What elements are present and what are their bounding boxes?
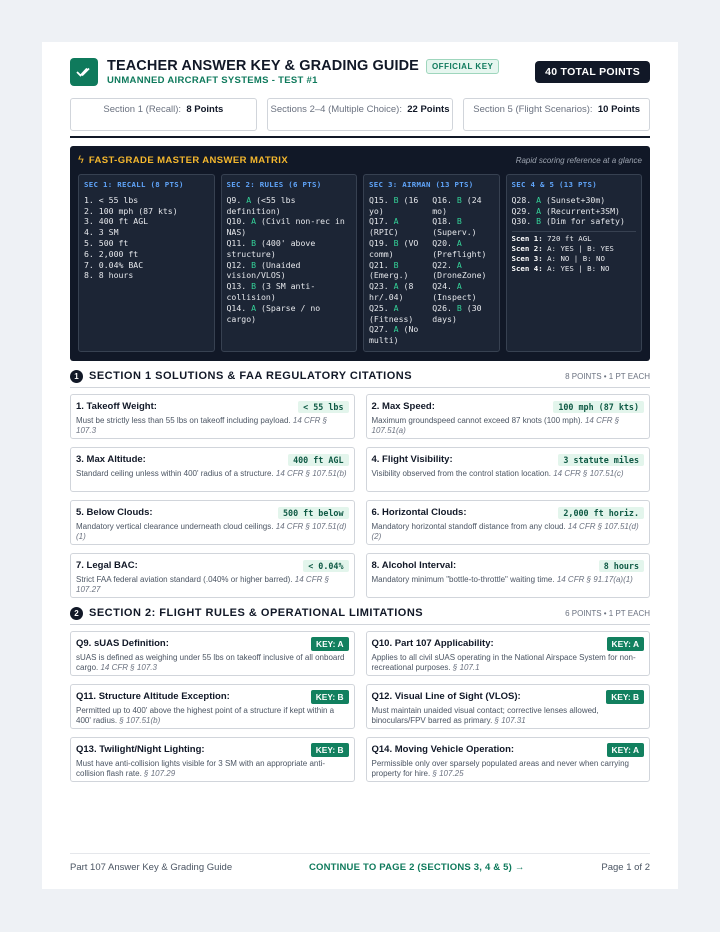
matrix-item: Q24. A (Inspect): [432, 281, 477, 302]
scenario-answer: Scen 1: 720 ft AGL: [511, 234, 592, 244]
answer-card: 8. Alcohol Interval: 8 hours Mandatory minimum "bottle-to-throttle" waiting time. 14 CFR § 91.17(a)(1): [366, 553, 651, 598]
official-key-badge: OFFICIAL KEY: [426, 59, 499, 74]
header: [70, 56, 650, 88]
check-logo-icon: [70, 58, 98, 86]
scenario-answer: Scen 4: A: YES | B: NO: [511, 264, 610, 274]
answer-card: 5. Below Clouds: 500 ft below Mandatory vertical clearance underneath cloud ceilings. 14 CFR § 107.51(d)(1): [70, 500, 355, 545]
matrix-item: 7. 0.04% BAC: [84, 259, 144, 270]
breakdown-section-5: Section 5 (Flight Scenarios): 10 Points: [463, 98, 650, 131]
matrix-item: Q13. B (3 SM anti-collision): [226, 281, 316, 302]
matrix-item: Q26. B (30 days): [432, 302, 487, 324]
answer-chip: 400 ft AGL: [288, 454, 348, 466]
matrix-item: Q28. A (Sunset+30m): [511, 194, 606, 205]
answer-chip: 500 ft below: [278, 507, 349, 519]
section-title: SECTION 1 SOLUTIONS & FAA REGULATORY CITATIONS: [89, 370, 413, 382]
section-1-header: [70, 369, 650, 383]
answer-chip: 2,000 ft horiz.: [558, 507, 644, 519]
header-divider: [70, 136, 650, 138]
answer-card: Q10. Part 107 Applicability: KEY: A Applies to all civil sUAS operating in the National Airspace System for non-recreational purposes. § 107.1: [366, 631, 651, 676]
matrix-item: 3. 400 ft AGL: [84, 216, 149, 227]
total-points-badge: 40 TOTAL POINTS: [535, 61, 650, 83]
key-badge: KEY: A: [607, 637, 644, 651]
section-points: 8 POINTS • 1 PT EACH: [565, 371, 650, 381]
matrix-column-sec3: SEC 3: AIRMAN (13 PTS) Q15. B (16 yo) Q17. A (RPIC) Q19. B (VO comm) Q21. B (Emerg.) Q23. A (8 hr/.04) Q25. A (Fitness) Q27. A (No multi) Q16. B (24 mo) Q18. B (Superv.) Q20. A (Preflight) Q22. A (DroneZone) Q24. A (Inspect) Q26. B (30 days): [363, 174, 500, 352]
breakdown-section-1: Section 1 (Recall): 8 Points: [70, 98, 257, 131]
section-2-header: [70, 606, 650, 620]
matrix-item: Q23. A (8 hr/.04): [369, 281, 419, 302]
matrix-item: 2. 100 mph (87 kts): [84, 205, 178, 216]
matrix-item: Q9. A (<55 lbs definition): [226, 194, 301, 216]
matrix-column-sec2: SEC 2: RULES (6 PTS) Q9. A (<55 lbs definition) Q10. A (Civil non-rec in NAS) Q11. B (400' above structure) Q12. B (Unaided vision/VLOS) Q13. B (3 SM anti-collision) Q14. A (Sparse / no cargo): [221, 174, 358, 352]
answer-card: Q12. Visual Line of Sight (VLOS): KEY: B Must maintain unaided visual contact; corrective lenses allowed, binoculars/FPV barred as primary. § 107.31: [366, 684, 651, 729]
section-number: 1: [70, 370, 83, 383]
breakdown-sections-2-4: Sections 2–4 (Multiple Choice): 22 Points: [267, 98, 454, 131]
matrix-item: Q30. B (Dim for safety): [511, 216, 625, 227]
matrix-item: 6. 2,000 ft: [84, 248, 139, 259]
matrix-item: Q18. B (Superv.): [432, 216, 477, 238]
matrix-item: Q15. B (16 yo): [369, 194, 424, 216]
section-1-grid: [70, 394, 650, 598]
answer-chip: < 0.04%: [303, 560, 348, 572]
continue-link[interactable]: CONTINUE TO PAGE 2 (SECTIONS 3, 4 & 5) →: [308, 862, 525, 873]
matrix-item: 8. 8 hours: [84, 270, 134, 281]
matrix-title: FAST-GRADE MASTER ANSWER MATRIX: [88, 154, 289, 166]
matrix-item: Q16. B (24 mo): [432, 194, 487, 216]
page-title: TEACHER ANSWER KEY & GRADING GUIDE: [107, 58, 419, 74]
master-answer-matrix: [70, 146, 650, 361]
section-points: 6 POINTS • 1 PT EACH: [565, 608, 650, 618]
answer-card: Q11. Structure Altitude Exception: KEY: B Permitted up to 400' above the highest point of a structure if kept within a 400' radius. § 107.51(b): [70, 684, 355, 729]
answer-chip: < 55 lbs: [298, 401, 348, 413]
key-badge: KEY: B: [311, 690, 349, 704]
section-2-grid: [70, 631, 650, 782]
matrix-item: 5. 500 ft: [84, 237, 129, 248]
matrix-item: Q27. A (No multi): [369, 324, 424, 346]
matrix-item: 1. < 55 lbs: [84, 194, 139, 205]
page-number: Page 1 of 2: [601, 862, 650, 873]
matrix-item: Q29. A (Recurrent+3SM): [511, 205, 620, 216]
matrix-item: Q22. A (DroneZone): [432, 259, 487, 281]
answer-chip: 100 mph (87 kts): [553, 401, 644, 413]
matrix-item: Q21. B (Emerg.): [369, 259, 409, 281]
answer-card: 1. Takeoff Weight: < 55 lbs Must be strictly less than 55 lbs on takeoff including payload. 14 CFR § 107.3: [70, 394, 355, 439]
matrix-column-sec45: SEC 4 & 5 (13 PTS) Q28. A (Sunset+30m) Q29. A (Recurrent+3SM) Q30. B (Dim for safety) Scen 1: 720 ft AGL Scen 2: A: YES | B: YES Scen 3: A: NO | B: NO Scen 4: A: YES | B: NO: [506, 174, 643, 352]
page-subtitle: UNMANNED AIRCRAFT SYSTEMS - TEST #1: [107, 75, 318, 86]
key-badge: KEY: A: [607, 743, 644, 757]
matrix-item: 4. 3 SM: [84, 227, 119, 238]
matrix-item: Q14. A (Sparse / no cargo): [226, 302, 326, 324]
matrix-item: Q10. A (Civil non-rec in NAS): [226, 216, 350, 238]
matrix-item: Q11. B (400' above structure): [226, 237, 321, 259]
points-breakdown: [70, 98, 650, 131]
matrix-item: Q19. B (VO comm): [369, 237, 424, 259]
answer-card: 4. Flight Visibility: 3 statute miles Visibility observed from the control station location. 14 CFR § 107.51(c): [366, 447, 651, 492]
answer-card: 2. Max Speed: 100 mph (87 kts) Maximum groundspeed cannot exceed 87 knots (100 mph). 14 CFR § 107.51(a): [366, 394, 651, 439]
matrix-item: Q25. A (Fitness): [369, 302, 414, 324]
key-badge: KEY: B: [606, 690, 644, 704]
answer-chip: 3 statute miles: [558, 454, 644, 466]
footer-doc-name: Part 107 Answer Key & Grading Guide: [70, 862, 233, 873]
answer-card: 7. Legal BAC: < 0.04% Strict FAA federal aviation standard (.040% or higher barred). 14 CFR § 107.27: [70, 553, 355, 598]
section-number: 2: [70, 607, 83, 620]
page-footer: [70, 853, 650, 873]
answer-card: Q14. Moving Vehicle Operation: KEY: A Permissible only over sparsely populated areas and never when carrying property for hire. § 107.25: [366, 737, 651, 782]
key-badge: KEY: A: [311, 637, 348, 651]
scenario-answer: Scen 3: A: NO | B: NO: [511, 254, 605, 264]
answer-card: 3. Max Altitude: 400 ft AGL Standard ceiling unless within 400' radius of a structure. 14 CFR § 107.51(b): [70, 447, 355, 492]
section-title: SECTION 2: FLIGHT RULES & OPERATIONAL LIMITATIONS: [89, 607, 424, 619]
answer-card: 6. Horizontal Clouds: 2,000 ft horiz. Mandatory horizontal standoff distance from any cloud. 14 CFR § 107.51(d)(2): [366, 500, 651, 545]
lightning-icon: ϟ: [78, 154, 84, 166]
matrix-item: Q17. A (RPIC): [369, 216, 399, 238]
answer-key-page: [42, 42, 678, 889]
key-badge: KEY: B: [311, 743, 349, 757]
answer-card: Q9. sUAS Definition: KEY: A sUAS is defined as weighing under 55 lbs on takeoff inclusive of all onboard cargo. 14 CFR § 107.3: [70, 631, 355, 676]
matrix-subtitle: Rapid scoring reference at a glance: [515, 155, 642, 165]
answer-chip: 8 hours: [599, 560, 644, 572]
answer-card: Q13. Twilight/Night Lighting: KEY: B Must have anti-collision lights visible for 3 SM with an appropriate anti-collision flash rate. § 107.29: [70, 737, 355, 782]
matrix-item: Q12. B (Unaided vision/VLOS): [226, 259, 306, 281]
matrix-item: Q20. A (Preflight): [432, 237, 487, 259]
matrix-column-sec1: SEC 1: RECALL (8 PTS) 1. < 55 lbs 2. 100 mph (87 kts) 3. 400 ft AGL 4. 3 SM 5. 500 ft 6. 2,000 ft 7. 0.04% BAC 8. 8 hours: [78, 174, 215, 352]
scenario-answer: Scen 2: A: YES | B: YES: [511, 244, 614, 254]
